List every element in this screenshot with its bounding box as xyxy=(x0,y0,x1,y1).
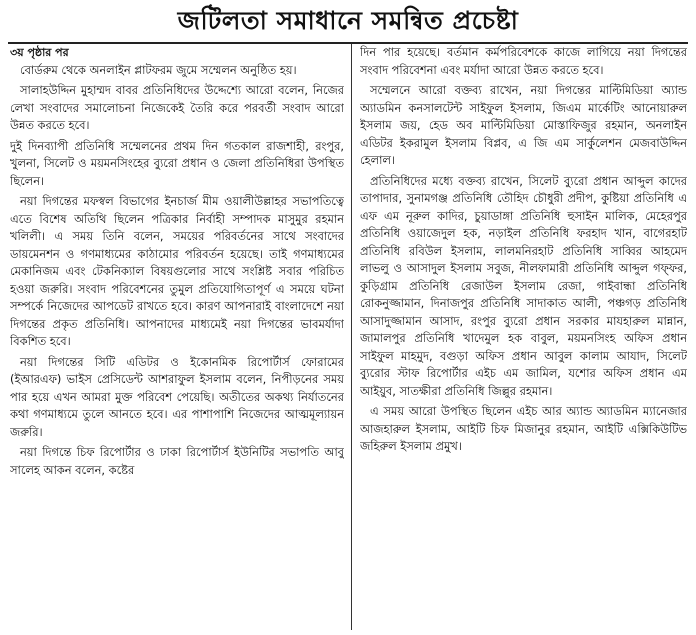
paragraph: বোর্ডরুম থেকে অনলাইন প্লাটফরম জুমে সম্মেলন অনুষ্ঠিত হয়। xyxy=(20,62,297,77)
article-headline: জটিলতা সমাধানে সমন্বিত প্রচেষ্টা xyxy=(177,6,519,35)
paragraph: নয়া দিগন্তের মফস্বল বিভাগের ইনচার্জ মীম ওয়ালীউল্লাহর সভাপতিত্বে এতে বিশেষ অতিথি ছিলেন পত্রিকার নির্বাহী সম্পাদক মাসুমুর রহমান খলিলী। এ সময় তিনি বলেন, সময়ের পরিবর্তনের সাথে সংবাদের ডায়মেনশন ও গণমাধ্যমের কাঠামোর পরিবর্তন হয়েছে। তাই গণমাধ্যমের মেকানিজম এবং টেকনিক্যাল বিষয়গুলোর সাথে সংশ্লিষ্ট সবার পরিচিত হওয়া জরুরি। সংবাদ পরিবেশনের তুমুল প্রতিযোগিতাপূর্ণ এ সময়ে ঘটনা সম্পর্কে নিজেদের আপডেট রাখতে হবে। কারণ আপনারাই বাংলাদেশে নয়া দিগন্তের প্রকৃত প্রতিনিধি। আপনাদের মাধ্যমেই নয়া দিগন্তের ভাবমর্যাদা বিকশিত হবে। xyxy=(10,194,344,348)
paragraph: এ সময় আরো উপস্থিত ছিলেন এইচ আর অ্যান্ড অ্যাডমিন ম্যানেজার আজহারুল ইসলাম, আইটি চিফ মিজানুর রহমান, আইটি এক্সিকিউটিভ জহিরুল ইসলাম প্রমুখ। xyxy=(360,404,687,453)
paragraph: নয়া দিগন্তে চিফ রিপোর্টার ও ঢাকা রিপোর্টার্স ইউনিটির সভাপতি আবু সালেহ আকন বলেন, কষ্টের xyxy=(10,445,344,477)
column-divider xyxy=(351,44,352,630)
paragraph: নয়া দিগন্তের সিটি এডিটর ও ইকোনমিক রিপোর্টার্স ফোরামের (ইআরএফ) ভাইস প্রেসিডেন্ট আশরাফুল ইসলাম বলেন, নিপীড়নের সময় পার হয়ে এখন আমরা মুক্ত পরিবেশ পেয়েছি। অতীতের অকথ্য নির্যাতনের কথা গণমাধ্যমে তুলে আনতে হবে। এর পাশাপাশি নিজেদের আত্মমূল্যায়ন জরুরি। xyxy=(10,354,344,439)
paragraph: সালাহউদ্দিন মুহাম্মদ বাবর প্রতিনিধিদের উদ্দেশ্যে আরো বলেন, নিজের লেখা সংবাদের সমালোচনা নিজেকেই তৈরি করে পরবর্তী সংবাদ আরো উন্নত করতে হবে। xyxy=(10,83,344,132)
continued-from-label: ৩য় পৃষ্ঠার পর xyxy=(10,46,69,59)
paragraph: সম্মেলনে আরো বক্তব্য রাখেন, নয়া দিগন্তের মাল্টিমিডিয়া অ্যান্ড অ্যাডমিন কনসালটেন্ট সাইফুল ইসলাম, জিএম মার্কেটিং আনোয়ারুল ইসলাম জয়, হেড অব মাল্টিমিডিয়া মোস্তাফিজুর রহমান, অনলাইন এডিটর ইকরামুল ইসলাম বিপ্লব, এ জি এম সার্কুলেশন মেজবাউদ্দিন হেলাল। xyxy=(360,83,687,167)
column-right xyxy=(360,44,687,630)
paragraph: দুই দিনব্যাপী প্রতিনিধি সম্মেলনের প্রথম দিন গতকাল রাজশাহী, রংপুর, খুলনা, সিলেট ও ময়মনসিংহের ব্যুরো প্রধান ও জেলা প্রতিনিধিরা উপস্থিত ছিলেন। xyxy=(10,138,344,188)
column-left xyxy=(10,44,344,630)
paragraph: দিন পার হয়েছে। বর্তমান কর্মপরিবেশকে কাজে লাগিয়ে নয়া দিগন্তের সংবাদ পরিবেশনা এবং মর্যাদা আরো উন্নত করতে হবে। xyxy=(360,45,687,77)
paragraph: প্রতিনিধিদের মধ্যে বক্তব্য রাখেন, সিলেট ব্যুরো প্রধান আব্দুল কাদের তাপাদার, সুনামগঞ্জ প্রতিনিধি তৌহিদ চৌধুরী প্রদীপ, কুষ্টিয়া প্রতিনিধি এ এফ এম নূরুল কাদির, চুয়াডাঙ্গা প্রতিনিধি হুসাইন মালিক, মেহেরপুর প্রতিনিধি ওয়াজেদুল হক, নড়াইল প্রতিনিধি ফরহাদ খান, বাগেরহাট প্রতিনিধি রবিউল ইসলাম, লালমনিরহাট প্রতিনিধি সাব্বির আহমেদ লাভলু ও আসাদুল ইসলাম সবুজ, নীলফামারী প্রতিনিধি আব্দুল গফ্ফর, কুড়িগ্রাম প্রতিনিধি রেজাউল ইসলাম রেজা, গাইবান্ধা প্রতিনিধি রোকনুজ্জামান, দিনাজপুর প্রতিনিধি সাদাকাত আলী, পঞ্চগড় প্রতিনিধি আসাদুজ্জামান আসাদ, রংপুর ব্যুরো প্রধান সরকার মাযহারুল মান্নান, জামালপুর প্রতিনিধি খাদেমুল হক বাবুল, ময়মনসিংহ অফিস প্রধান সাইফুল মাহমুদ, বগুড়া অফিস প্রধান আবুল কালাম আযাদ, সিলেট ব্যুরোর স্টাফ রিপোর্টার এইচ এম জামিল, যশোর অফিস প্রধান এম আইয়ুব, সাতক্ষীরা প্রতিনিধি জিল্লুর রহমান। xyxy=(360,173,687,398)
